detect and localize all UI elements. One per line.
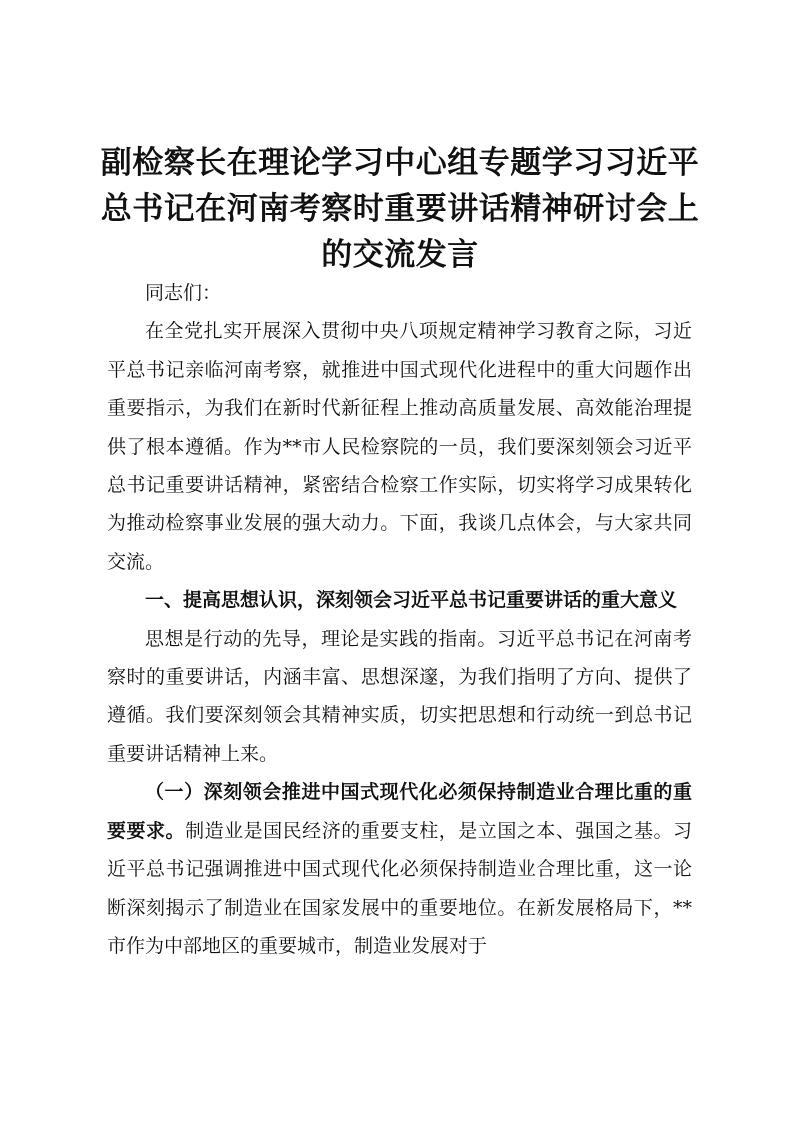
subsection-paragraph bbox=[107, 773, 692, 965]
intro-paragraph: 在全党扎实开展深入贯彻中央八项规定精神学习教育之际，习近平总书记亲临河南考察，就推进中国式现代化进程中的重大问题作出重要指示，为我们在新时代新征程上推动高质量发展、高效能治理提供了根本遵循。作为**市人民检察院的一员，我们要深刻领会习近平总书记重要讲话精神，紧密结合检察工作实际，切实将学习成果转化为推动检察事业发展的强大动力。下面，我谈几点体会，与大家共同交流。 bbox=[107, 320, 692, 573]
subsection-text: 制造业是国民经济的重要支柱，是立国之本、强国之基。习近平总书记强调推进中国式现代化必须保持制造业合理比重，这一论断深刻揭示了制造业在国家发展中的重要地位。在新发展格局下，**市作为中部地区的重要城市，制造业发展对于 bbox=[107, 819, 692, 957]
subsection-heading: （一）深刻领会推进中国式现代化必须保持制造业合理比重的重要要求。 bbox=[107, 781, 692, 842]
section-heading: 一、提高思想认识，深刻领会习近平总书记重要讲话的重大意义 bbox=[145, 589, 678, 612]
section-paragraph: 思想是行动的先导，理论是实践的指南。习近平总书记在河南考察时的重要讲话，内涵丰富、思想深邃，为我们指明了方向、提供了遵循。我们要深刻领会其精神实质，切实把思想和行动统一到总书记重要讲话精神上来。 bbox=[107, 627, 692, 765]
document-title: 副检察长在理论学习中心组专题学习习近平总书记在河南考察时重要讲话精神研讨会上的交流发言 bbox=[100, 145, 700, 273]
salutation: 同志们： bbox=[145, 282, 222, 304]
document-body bbox=[107, 274, 692, 965]
